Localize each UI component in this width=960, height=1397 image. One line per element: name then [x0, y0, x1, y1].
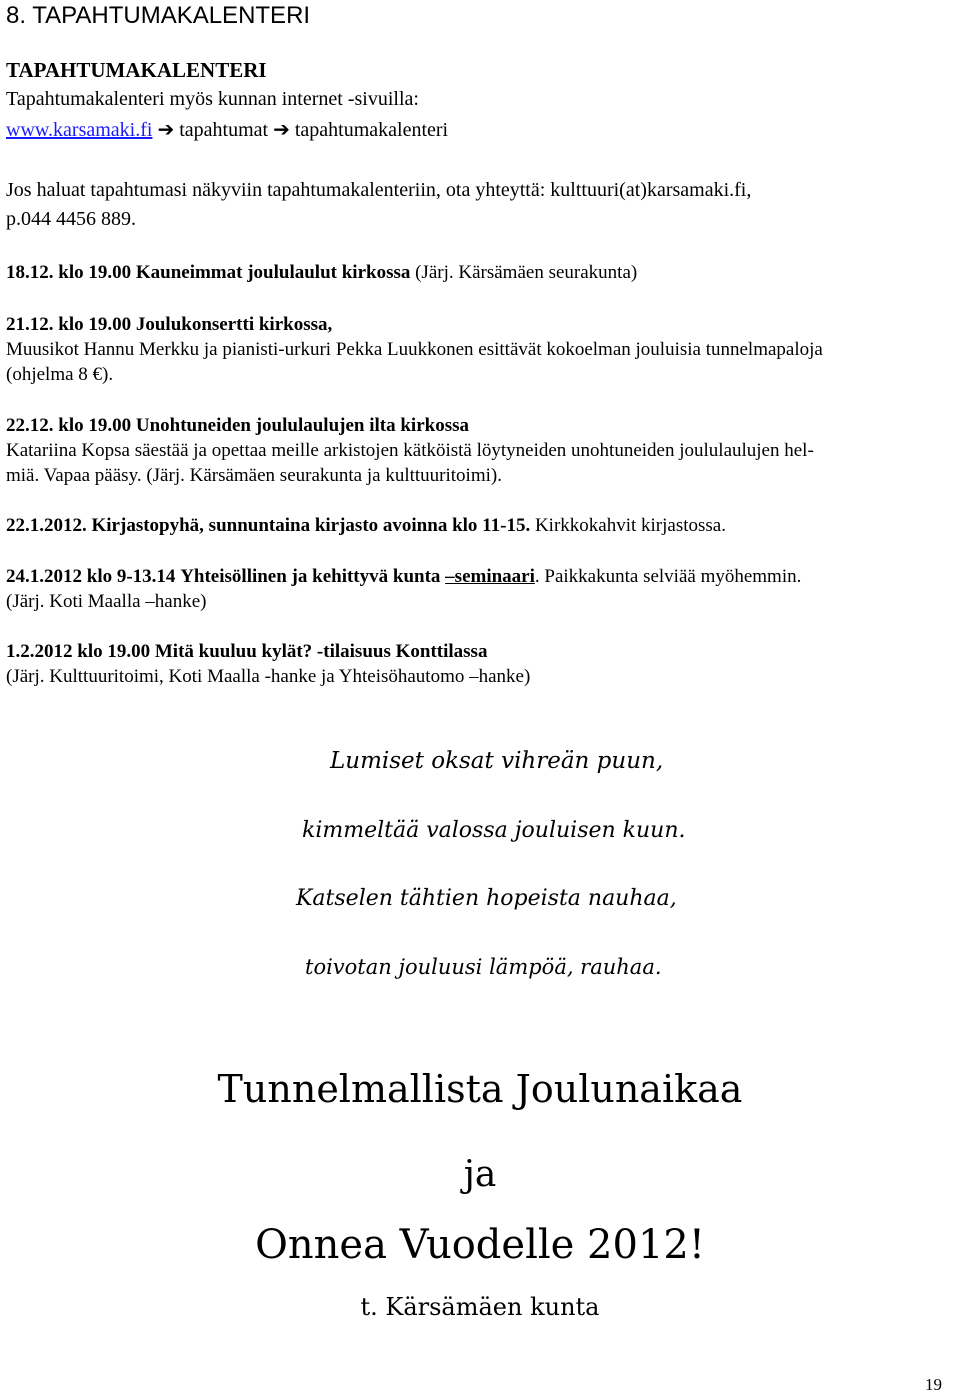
page-number: 19: [925, 1375, 942, 1394]
event-title: Kirjastopyhä, sunnuntaina kirjasto avoinna klo 11-15.: [91, 515, 531, 536]
event-title: Kauneimmat joululaulut kirkossa: [135, 262, 411, 283]
event-item: [6, 514, 726, 538]
event-description: miä. Vapaa pääsy. (Järj. Kärsämäen seurakunta ja kulttuuritoimi).: [6, 465, 502, 486]
poem-line: Katselen tähtien hopeista nauhaa,: [296, 886, 677, 911]
event-note: Kirkkokahvit kirjastossa.: [534, 515, 726, 536]
greeting-line-2: ja: [463, 1154, 497, 1195]
calendar-title: TAPAHTUMAKALENTERI: [6, 58, 267, 82]
calendar-path: [6, 118, 448, 142]
path-item-tapahtumat: tapahtumat: [179, 119, 269, 141]
event-description: (ohjelma 8 €).: [6, 364, 114, 385]
event-item: [6, 640, 487, 664]
event-note: . Paikkakunta selviää myöhemmin.: [534, 566, 802, 587]
event-title: Mitä kuuluu kylät? -tilaisuus Konttilassa: [154, 641, 488, 662]
event-date: 18.12. klo 19.00: [6, 262, 132, 283]
event-organizer: (Järj. Kärsämäen seurakunta): [415, 262, 638, 283]
contact-line-1: Jos haluat tapahtumasi näkyviin tapahtumakalenteriin, ota yhteyttä: kulttuuri(at)karsamaki.fi,: [6, 179, 752, 201]
event-title-underlined: –seminaari: [445, 566, 535, 587]
event-description: (Järj. Koti Maalla –hanke): [6, 591, 207, 612]
event-date: 1.2.2012 klo 19.00: [6, 641, 151, 662]
event-date: 24.1.2012 klo 9-13.14: [6, 566, 176, 587]
website-link[interactable]: www.karsamaki.fi: [6, 119, 153, 141]
poem-line: kimmeltää valossa jouluisen kuun.: [302, 818, 686, 843]
event-item: [6, 313, 332, 337]
poem-line: toivotan jouluusi lämpöä, rauhaa.: [305, 955, 662, 979]
event-description: Muusikot Hannu Merkku ja pianisti-urkuri Pekka Luukkonen esittävät kokoelman jouluisia tunnelmapaloja: [6, 339, 823, 360]
event-description: (Järj. Kulttuuritoimi, Koti Maalla -hanke ja Yhteisöhautomo –hanke): [6, 666, 531, 687]
path-item-tapahtumakalenteri: tapahtumakalenteri: [294, 119, 449, 141]
arrow-right-icon: ➔: [157, 119, 175, 141]
event-title: Joulukonsertti kirkossa,: [135, 314, 333, 335]
arrow-right-icon: ➔: [273, 119, 290, 141]
event-item: [6, 414, 469, 438]
event-date: 22.12. klo 19.00: [6, 415, 132, 436]
greeting-line-3: Onnea Vuodelle 2012!: [255, 1222, 705, 1268]
event-item: [6, 565, 801, 589]
signature: t. Kärsämäen kunta: [360, 1293, 600, 1321]
poem-line: Lumiset oksat vihreän puun,: [330, 748, 664, 774]
event-date: 21.12. klo 19.00: [6, 314, 132, 335]
calendar-subtitle: Tapahtumakalenteri myös kunnan internet -sivuilla:: [6, 88, 419, 110]
event-date: 22.1.2012.: [6, 515, 87, 536]
greeting-line-1: Tunnelmallista Joulunaikaa: [217, 1067, 743, 1111]
event-title: Yhteisöllinen ja kehittyvä kunta: [180, 566, 441, 587]
event-description: Katariina Kopsa säestää ja opettaa meille arkistojen kätköistä löytyneiden unohtuneiden joululaulujen hel-: [6, 440, 814, 461]
event-title: Unohtuneiden joululaulujen ilta kirkossa: [135, 415, 469, 436]
contact-line-2: p.044 4456 889.: [6, 208, 136, 230]
event-item: [6, 261, 637, 285]
section-heading: 8. TAPAHTUMAKALENTERI: [6, 2, 311, 29]
